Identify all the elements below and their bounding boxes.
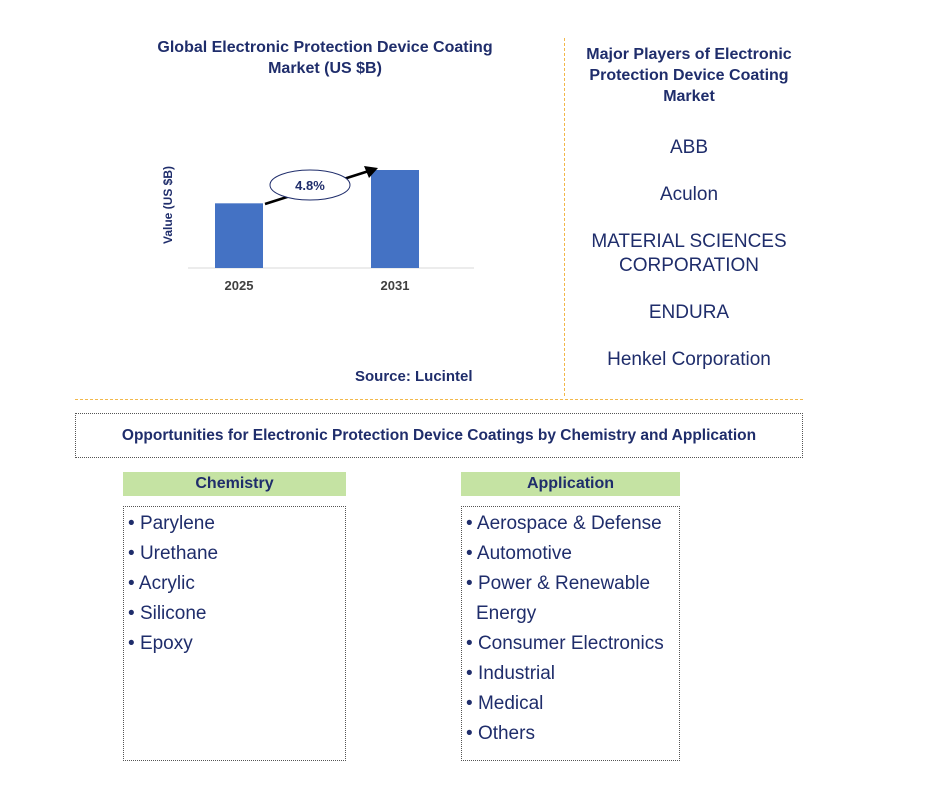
chemistry-header: Chemistry: [123, 472, 346, 496]
opportunities-title: Opportunities for Electronic Protection Device Coatings by Chemistry and Application: [75, 413, 803, 458]
bar-2031: [371, 170, 419, 268]
list-item: • Silicone: [128, 603, 207, 624]
list-item: • Urethane: [128, 543, 219, 564]
horizontal-divider: [75, 399, 803, 400]
chemistry-list: [123, 506, 346, 761]
x-tick-label: 2025: [224, 278, 254, 293]
list-item: • Epoxy: [128, 633, 193, 654]
list-item: • Acrylic: [128, 573, 195, 594]
list-item: • Others: [466, 723, 535, 744]
list-item: Energy: [476, 603, 537, 624]
list-item: • Parylene: [128, 513, 215, 534]
list-item: • Automotive: [466, 543, 572, 564]
x-tick-label: 2031: [380, 278, 410, 293]
player-item: ENDURA: [648, 302, 730, 323]
list-item: • Consumer Electronics: [466, 633, 664, 654]
cagr-label: 4.8%: [295, 178, 325, 193]
y-axis-label: Value (US $B): [161, 165, 175, 245]
bar-2025: [215, 203, 263, 268]
player-item: Henkel Corporation: [607, 349, 771, 370]
application-header: Application: [461, 472, 680, 496]
bar-chart: [150, 150, 480, 300]
list-item: • Industrial: [466, 663, 556, 684]
chart-source: Source: Lucintel: [355, 368, 473, 385]
list-item: • Aerospace & Defense: [466, 513, 662, 534]
chart-title: Global Electronic Protection Device Coating Market (US $B): [157, 39, 493, 77]
player-item: ABB: [669, 137, 709, 158]
application-list: [461, 506, 680, 761]
vertical-divider: [564, 38, 565, 396]
list-item: • Power & Renewable: [466, 573, 651, 594]
players-title: Major Players of Electronic Protection Device Coating Market: [586, 46, 792, 105]
player-item: Aculon: [659, 184, 719, 205]
player-item: MATERIAL SCIENCES CORPORATION: [591, 231, 787, 276]
list-item: • Medical: [466, 693, 544, 714]
